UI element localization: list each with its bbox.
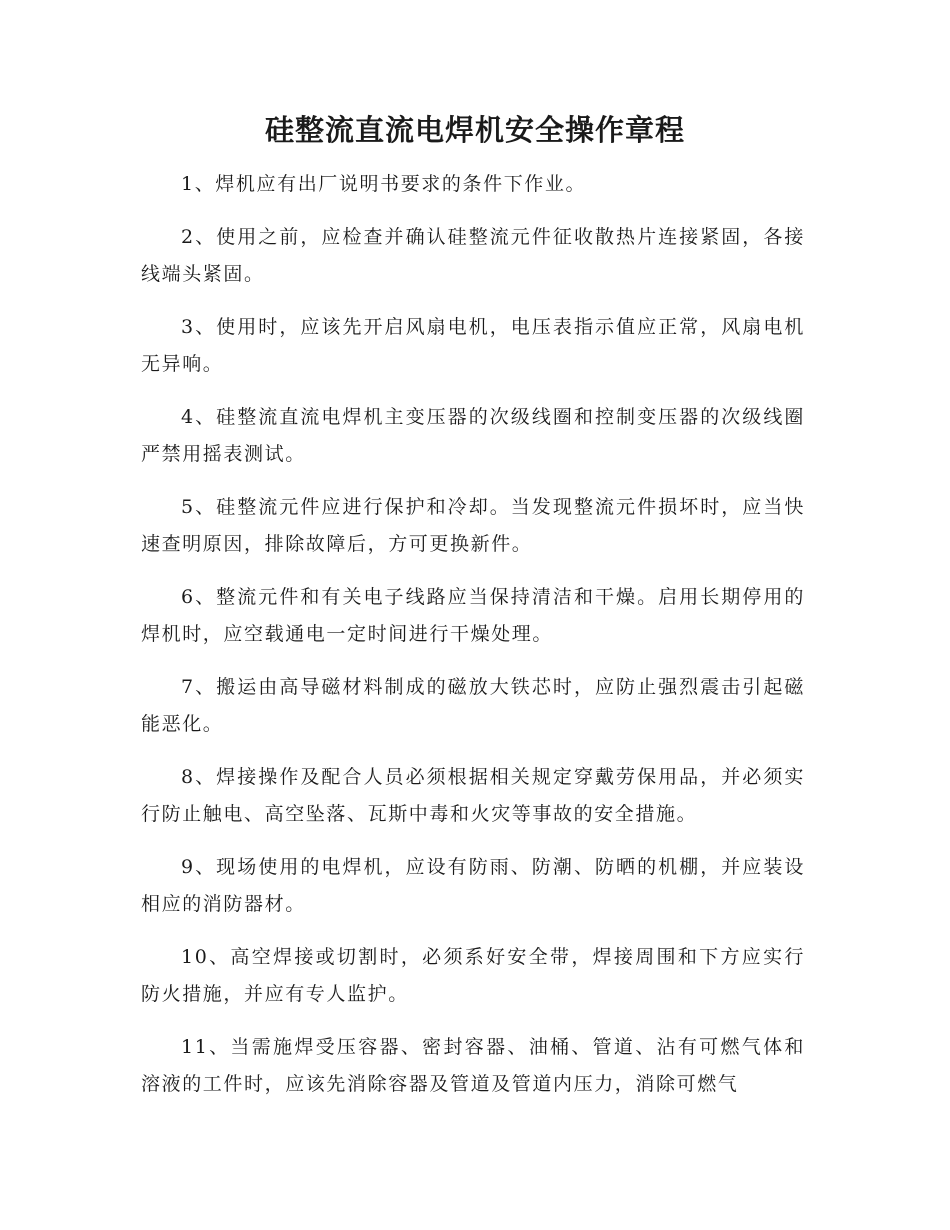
clause-item: 4、硅整流直流电焊机主变压器的次级线圈和控制变压器的次级线圈严禁用摇表测试。	[141, 406, 805, 465]
document-title: 硅整流直流电焊机安全操作章程	[264, 113, 685, 147]
clause-item: 10、高空焊接或切割时，必须系好安全带，焊接周围和下方应实行防火措施，并应有专人监护。	[141, 946, 805, 1005]
clause-item: 9、现场使用的电焊机，应设有防雨、防潮、防晒的机棚，并应装设相应的消防器材。	[141, 856, 805, 915]
clause-item: 7、搬运由高导磁材料制成的磁放大铁芯时，应防止强烈震击引起磁能恶化。	[141, 676, 805, 735]
clause-item: 8、焊接操作及配合人员必须根据相关规定穿戴劳保用品，并必须实行防止触电、高空坠落、瓦斯中毒和火灾等事故的安全措施。	[141, 766, 805, 825]
clause-item: 11、当需施焊受压容器、密封容器、油桶、管道、沾有可燃气体和溶液的工件时，应该先消除容器及管道及管道内压力，消除可燃气	[141, 1036, 805, 1095]
clause-item: 1、焊机应有出厂说明书要求的条件下作业。	[181, 173, 587, 195]
clause-item: 6、整流元件和有关电子线路应当保持清洁和干燥。启用长期停用的焊机时，应空载通电一定时间进行干燥处理。	[141, 586, 805, 645]
clause-item: 2、使用之前，应检查并确认硅整流元件征收散热片连接紧固，各接线端头紧固。	[141, 226, 805, 285]
clause-list	[141, 166, 805, 1119]
clause-item: 5、硅整流元件应进行保护和冷却。当发现整流元件损坏时，应当快速查明原因，排除故障后，方可更换新件。	[141, 496, 805, 555]
clause-item: 3、使用时，应该先开启风扇电机，电压表指示值应正常，风扇电机无异响。	[141, 316, 805, 375]
